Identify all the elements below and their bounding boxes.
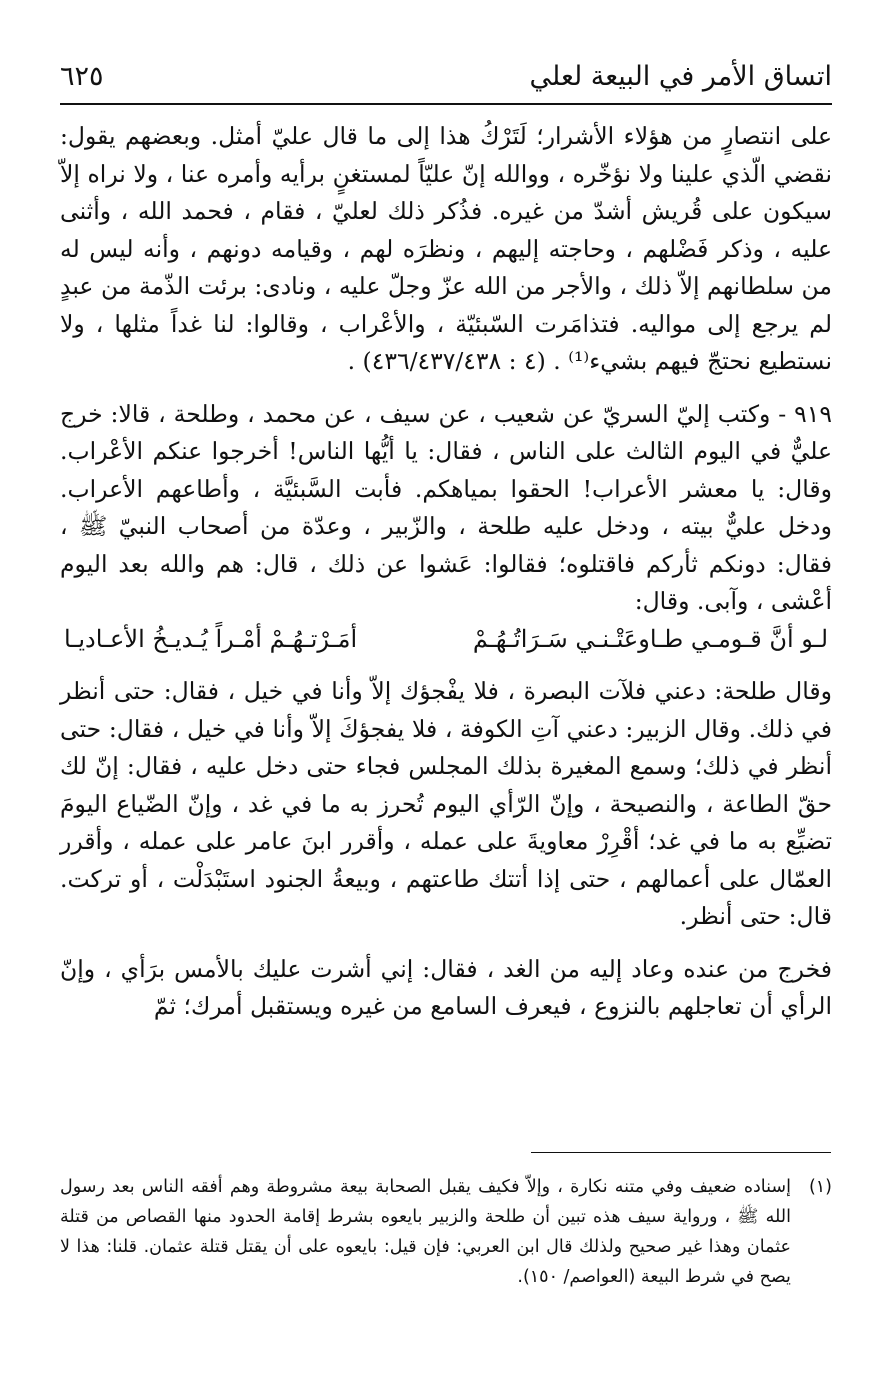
footnote-rule bbox=[531, 1152, 831, 1153]
paragraph: فخرج من عنده وعاد إليه من الغد ، فقال: إني أشرت عليك بالأمس برَأي ، وإنّ الرأي أن تعاجلهم بالنزوع ، فيعرف السامع من غيره ويستقبل أمرك؛ ثمّ bbox=[60, 954, 832, 1020]
footnote-text: إسناده ضعيف وفي متنه نكارة ، وإلاّ فكيف يقبل الصحابة بيعة مشروطة وهم أفقه الناس بعد رسول الله ﷺ ، ورواية سيف هذه تبين أن طلحة والزبير بايعوه بشرط إقامة الحدود منها القصاص من قتلة عثمان وهذا غير صحيح ولذلك قال ابن العربي: فإن قيل: بايعوه على أن يقتل قتلة عثمان. قلنا: هذا لا يصح في شرط البيعة (العواصم/ ١٥٠). bbox=[60, 1177, 791, 1287]
paragraph: وقال طلحة: دعني فلآت البصرة ، فلا يفْجؤك إلاّ وأنا في خيل ، فقال: حتى أنظر في ذلك. وقال الزبير: دعني آتِ الكوفة ، فلا يفجؤكَ إلاّ وأنا في خيل ، فقال: حتى أنظر في ذلك؛ وسمع المغيرة بذلك المجلس فجاء حتى دخل عليه ، فقال: إنّ لك حقّ الطاعة ، والنصيحة ، وإنّ الرّأي اليوم تُحرز به ما في غد ، وإنّ الضّياع اليومَ تضيِّع به ما في غد؛ أقْرِرْ معاويةَ على عمله ، وأقرر ابنَ عامر على عمله ، وأقرر العمّال على أعمالهم ، حتى إذا أتتك طاعتهم ، وبيعةُ الجنود استَبْدَلْت ، أو تركت. قال: حتى أنظر. bbox=[60, 677, 832, 930]
chapter-title: اتساق الأمر في البيعة لعلي bbox=[529, 60, 832, 92]
poem-hemistich-first: لـو أنَّ قـومـي طـاوعَتْـنـي سَـرَاتُـهُـمْ bbox=[472, 624, 828, 653]
paragraph-gap bbox=[60, 936, 832, 951]
paragraph-gap bbox=[60, 381, 832, 396]
poem-verse bbox=[60, 621, 832, 659]
footnote-marker: (١) bbox=[808, 1177, 832, 1197]
poem-hemistich-second: أمَـرْتـهُـمْ أمْـراً يُـديـخُ الأعـاديـا bbox=[64, 624, 358, 653]
footnote bbox=[60, 1172, 832, 1292]
paragraph: ٩١٩ - وكتب إليّ السريّ عن شعيب ، عن سيف ، عن محمد ، وطلحة ، قالا: خرج عليٌّ في اليوم الثالث على الناس ، فقال: يا أيُّها الناس! أخرجوا عنكم الأعْراب. وقال: يا معشر الأعراب! الحقوا بمياهكم. فأبت السَّبئيَّة ، وأطاعهم الأعراب. ودخل عليٌّ بيته ، ودخل عليه طلحة ، والزّبير ، وعدّة من أصحاب النبيّ ﷺ ، فقال: دونكم ثأركم فاقتلوه؛ فقالوا: عَشوا عن ذلك ، قال: هم والله بعد اليوم أعْشى ، وآبى. وقال: bbox=[60, 399, 832, 615]
running-header bbox=[60, 56, 832, 96]
page-number: ٦٢٥ bbox=[60, 60, 104, 92]
main-text bbox=[60, 118, 832, 1026]
paragraph: على انتصارٍ من هؤلاء الأشرار؛ لَتَرْكُ هذا إلى ما قال عليّ أمثل. وبعضهم يقول: نقضي الّذي علينا ولا نؤخّره ، ووالله إنّ عليّاً لمستغنٍ برأيه وأمره عنا ، ولا نراه إلاّ سيكون على قُريش أشدّ من غيره. فذُكر ذلك لعليّ ، فقام ، فحمد الله ، وأثنى عليه ، وذكر فَضْلهم ، وحاجته إليهم ، ونظرَه لهم ، وقيامه دونهم ، وأنه ليس له من سلطانهم إلاّ ذلك ، والأجر من الله عزّ وجلّ عليه ، ونادى: برئت الذّمة من عبدٍ لم يرجع إلى مواليه. فتذامَرت السّبئيّة ، والأعْراب ، وقالوا: لنا غداً مثلها ، ولا نستطيع نحتجّ فيهم بشيء⁽¹⁾ . (٤ : ٤٣٦/٤٣٧/٤٣٨) . bbox=[60, 122, 832, 375]
paragraph-gap bbox=[60, 658, 832, 673]
header-rule bbox=[60, 103, 832, 105]
